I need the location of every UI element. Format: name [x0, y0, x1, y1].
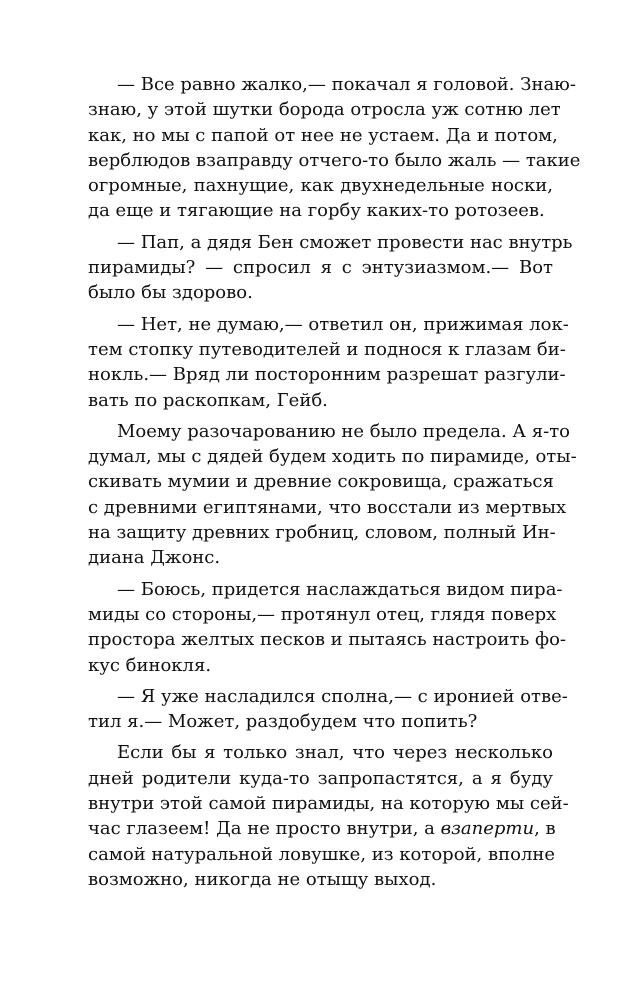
text-line: — Я уже насладился сполна,— с иронией отве- [117, 685, 568, 707]
text-line: было бы здорово. [88, 282, 253, 304]
text-line: скивать мумии и древние сокровища, сражаться [88, 471, 554, 493]
paragraph-3 [88, 312, 569, 413]
text-segment: , в [534, 818, 556, 840]
paragraph-2 [88, 230, 573, 306]
text-line: возможно, никогда не отыщу выход. [88, 868, 437, 890]
text-line: дней родители куда-то запропастятся, а я буду [88, 767, 553, 789]
text-line: тил я.— Может, раздобудем что попить? [88, 711, 478, 733]
paragraph-5 [88, 577, 566, 678]
paragraph-4 [88, 419, 577, 571]
text-line: простора желтых песков и пытаясь настроить фо- [88, 629, 566, 651]
text-line: огромные, пахнущие, как двухнедельные носки, [88, 175, 553, 197]
text-line: верблюдов взаправду отчего-то было жаль — такие [88, 149, 581, 171]
paragraph-1 [88, 72, 581, 224]
text-line: думал, мы с дядей будем ходить по пирамиде, оты- [88, 446, 577, 468]
text-line: да еще и тягающие на горбу каких-то ротозеев. [88, 200, 545, 222]
text-line: — Нет, не думаю,— ответил он, прижимая лок- [117, 313, 569, 335]
text-line: — Все равно жалко,— покачал я головой. Знаю- [117, 74, 576, 95]
text-line: — Боюсь, придется наслаждаться видом пира- [117, 578, 563, 600]
text-line: нокль.— Вряд ли посторонним разрешат разгули- [88, 364, 566, 386]
text-line: кус бинокля. [88, 654, 212, 676]
paragraph-7 [88, 740, 569, 892]
italic-word: взаперти [440, 818, 535, 840]
text-line: как, но мы с папой от нее не устаем. Да и потом, [88, 124, 558, 146]
text-line: самой натуральной ловушке, из которой, вполне [88, 843, 556, 865]
text-line: пирамиды? — спросил я с энтузиазмом.— Вот [88, 257, 553, 279]
text-line: внутри этой самой пирамиды, на которую мы сей- [88, 793, 569, 815]
text-line: вать по раскопкам, Гейб. [88, 389, 328, 411]
text-line: с древними египтянами, что восстали из мертвых [88, 496, 567, 518]
text-line: знаю, у этой шутки борода отросла уж сотню лет [88, 99, 561, 121]
text-line: на защиту древних гробниц, словом, полный Ин- [88, 522, 556, 544]
text-line: Моему разочарованию не было предела. А я-то [117, 420, 571, 442]
text-line: миды со стороны,— протянул отец, глядя поверх [88, 603, 557, 625]
paragraph-6 [88, 684, 568, 735]
text-line: Если бы я только знал, что через несколько [117, 742, 553, 764]
text-line-with-italic [88, 816, 556, 841]
text-line: диана Джонс. [88, 547, 221, 569]
text-line: — Пап, а дядя Бен сможет провести нас внутрь [117, 231, 573, 253]
text-segment: час глазеем! Да не просто внутри, а [88, 818, 441, 840]
text-line: тем стопку путеводителей и поднося к глазам би- [88, 338, 566, 360]
page-text [88, 72, 581, 892]
